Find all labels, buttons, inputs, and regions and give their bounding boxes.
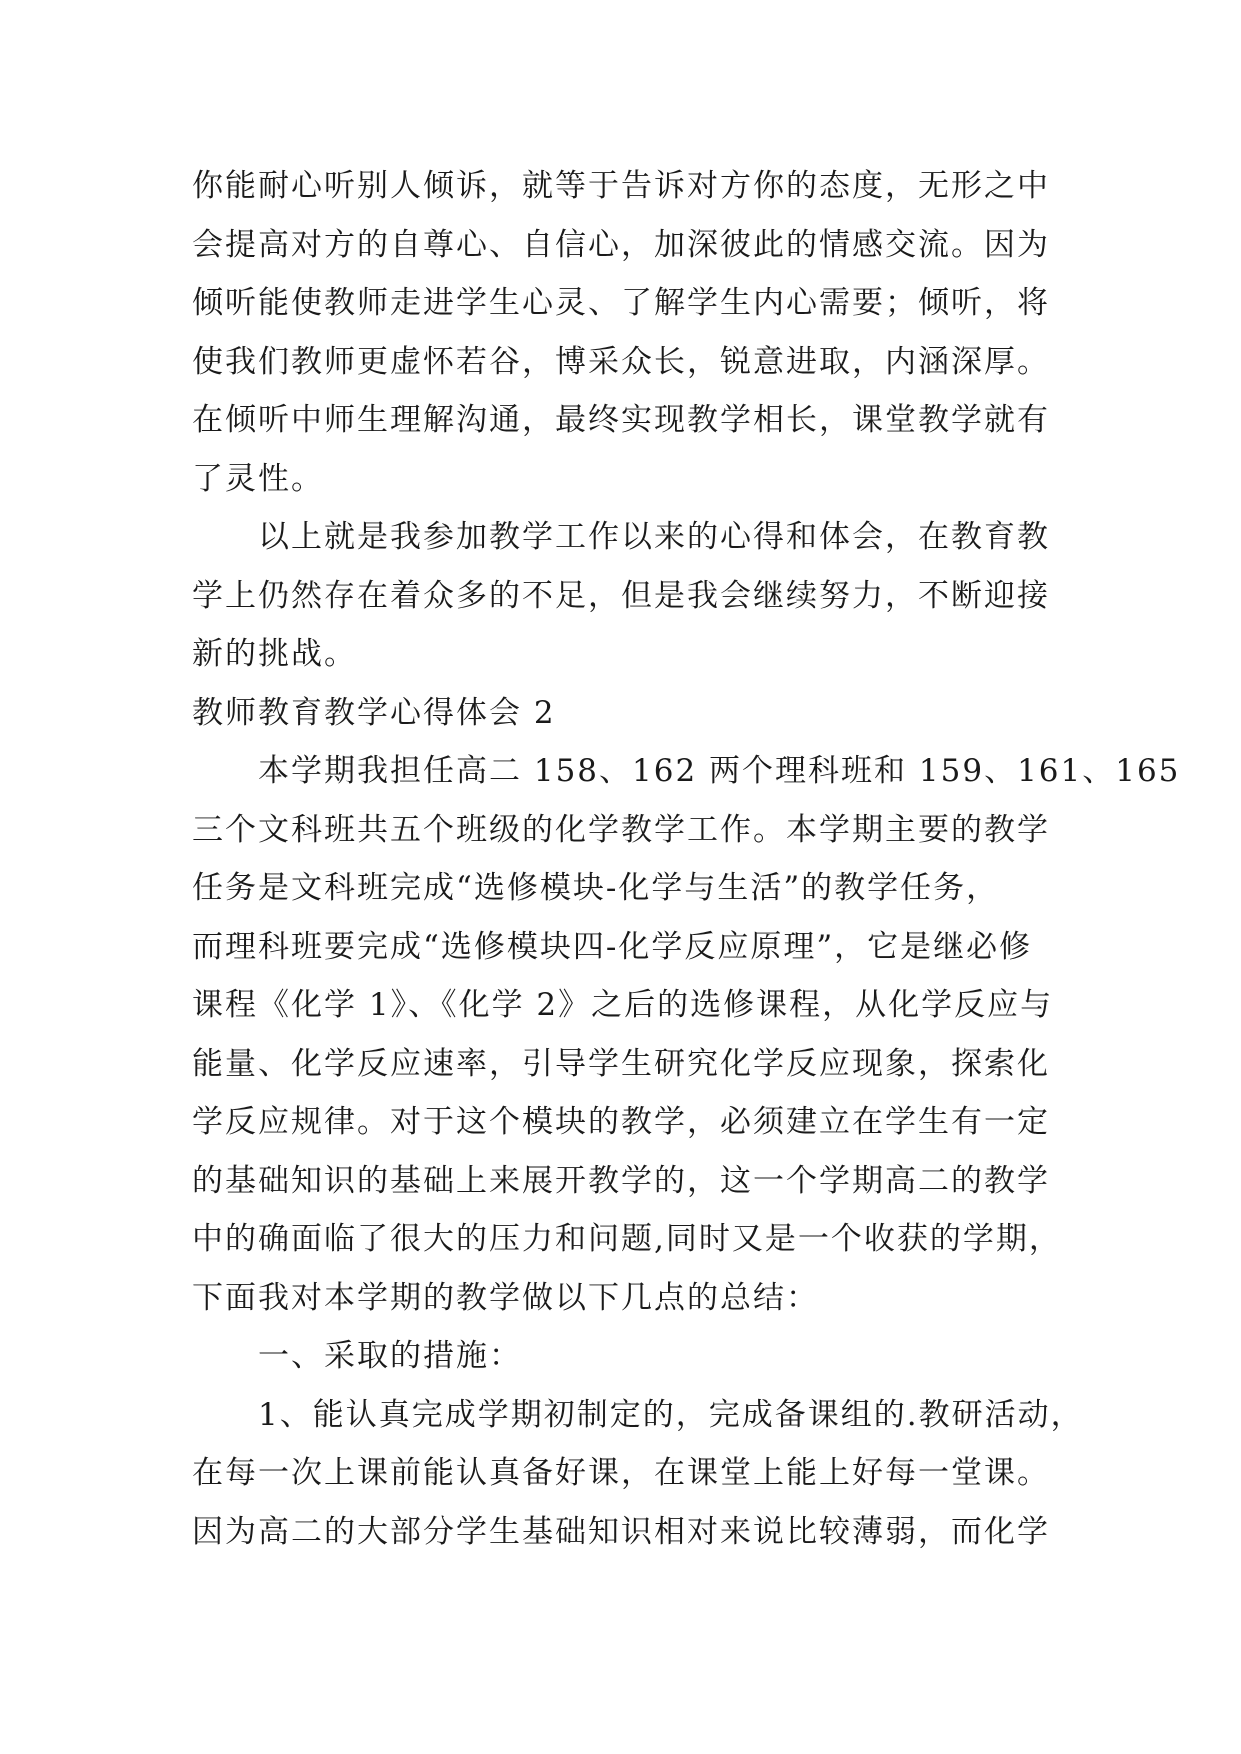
text-line: 倾听能使教师走进学生心灵、了解学生内心需要；倾听，将 bbox=[192, 285, 1050, 321]
text-line: 了灵性。 bbox=[192, 460, 324, 497]
text-line: 学反应规律。对于这个模块的教学，必须建立在学生有一定 bbox=[192, 1104, 1050, 1140]
text-line: 会提高对方的自尊心、自信心，加深彼此的情感交流。因为 bbox=[192, 226, 1050, 263]
text-line: 以上就是我参加教学工作以来的心得和体会，在教育教 bbox=[258, 519, 1050, 555]
paragraph-summary bbox=[192, 508, 1062, 684]
text-line: 你能耐心听别人倾诉，就等于告诉对方你的态度，无形之中 bbox=[192, 168, 1050, 204]
text-line: 课程《化学 1》、《化学 2》之后的选修课程，从化学反应与 bbox=[192, 987, 1054, 1023]
text-line: 学上仍然存在着众多的不足，但是我会继续努力，不断迎接 bbox=[192, 577, 1050, 614]
text-line: 中的确面临了很大的压力和问题,同时又是一个收获的学期， bbox=[192, 1221, 1062, 1257]
text-line: 而理科班要完成“选修模块四-化学反应原理”，它是继必修 bbox=[192, 928, 1033, 965]
text-line: 能量、化学反应速率，引导学生研究化学反应现象，探索化 bbox=[192, 1045, 1050, 1082]
text-line: 下面我对本学期的教学做以下几点的总结： bbox=[192, 1279, 819, 1316]
text-line: 在倾听中师生理解沟通，最终实现教学相长，课堂教学就有 bbox=[192, 402, 1050, 438]
text-line: 1、能认真完成学期初制定的，完成备课组的.教研活动， bbox=[258, 1396, 1084, 1433]
text-line: 在每一次上课前能认真备好课，在课堂上能上好每一堂课。 bbox=[192, 1455, 1050, 1491]
text-line: 的基础知识的基础上来展开教学的，这一个学期高二的教学 bbox=[192, 1162, 1050, 1199]
heading-text: 教师教育教学心得体会 2 bbox=[192, 694, 556, 731]
text-line: 因为高二的大部分学生基础知识相对来说比较薄弱，而化学 bbox=[192, 1513, 1050, 1550]
text-line: 一、采取的措施： bbox=[258, 1338, 522, 1374]
paragraph-measure-1 bbox=[192, 1386, 1084, 1562]
text-line: 本学期我担任高二 158、162 两个理科班和 159、161、165 bbox=[258, 753, 1181, 789]
paragraph-listening bbox=[192, 157, 1062, 508]
paragraph-semester-intro bbox=[192, 742, 1181, 1327]
text-line: 任务是文科班完成“选修模块-化学与生活”的教学任务， bbox=[192, 870, 1000, 906]
text-line: 使我们教师更虚怀若谷，博采众长，锐意进取，内涵深厚。 bbox=[192, 343, 1050, 380]
text-line: 三个文科班共五个班级的化学教学工作。本学期主要的教学 bbox=[192, 811, 1050, 848]
document-body bbox=[192, 157, 1181, 1561]
text-line: 新的挑战。 bbox=[192, 636, 357, 672]
paragraph-measures-heading bbox=[192, 1327, 1062, 1386]
section-heading bbox=[192, 684, 1062, 743]
